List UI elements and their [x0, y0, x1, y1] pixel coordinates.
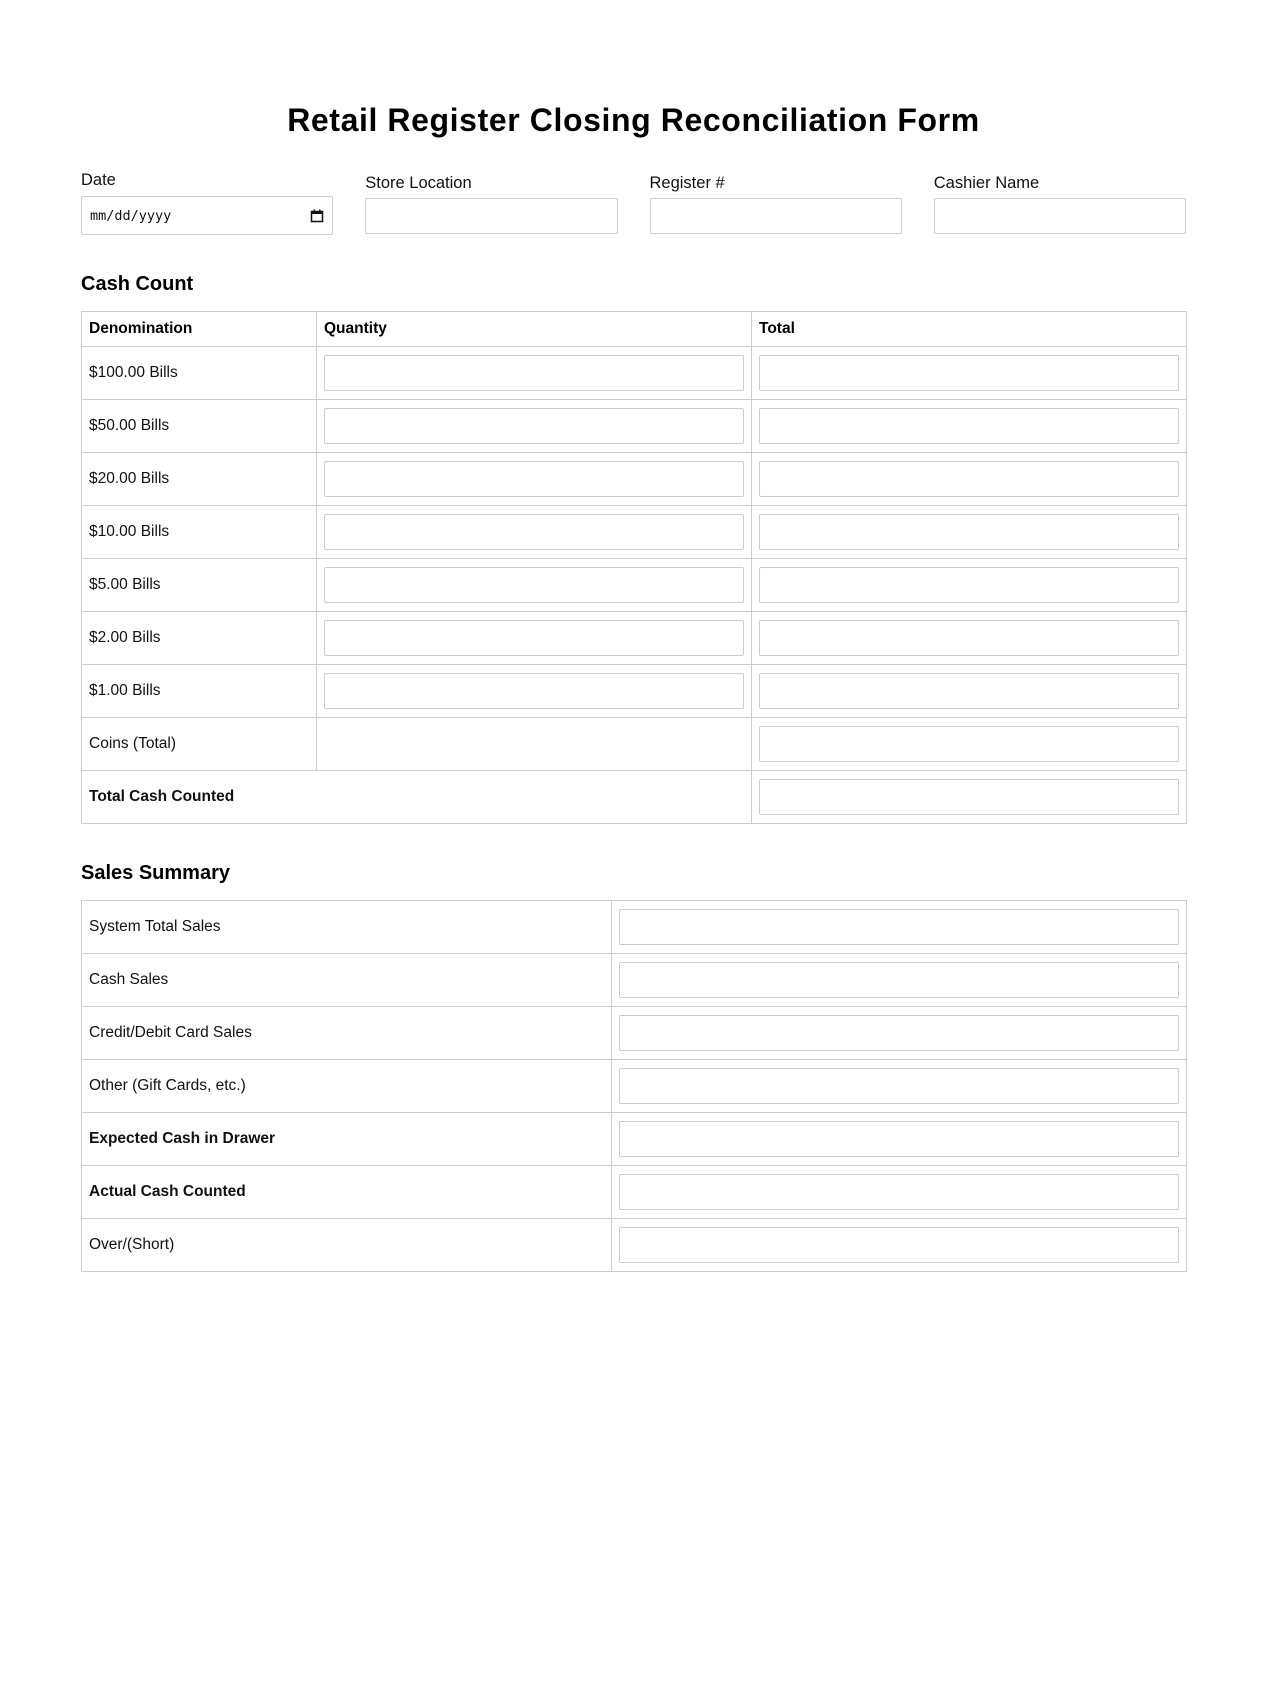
quantity-input-100[interactable] — [324, 355, 744, 391]
quantity-input-50[interactable] — [324, 408, 744, 444]
date-label: Date — [81, 171, 116, 189]
quantity-input-2[interactable] — [324, 620, 744, 656]
sales-label: Actual Cash Counted — [82, 1166, 612, 1219]
calendar-icon[interactable] — [310, 209, 324, 223]
actual-cash-input[interactable] — [619, 1174, 1179, 1210]
expected-cash-input[interactable] — [619, 1121, 1179, 1157]
denomination-label: Coins (Total) — [82, 718, 317, 771]
quantity-input-5[interactable] — [324, 567, 744, 603]
total-input-100[interactable] — [759, 355, 1179, 391]
table-row — [82, 506, 1187, 559]
table-row — [82, 901, 1187, 954]
denomination-label: $2.00 Bills — [82, 612, 317, 665]
sales-label: System Total Sales — [82, 901, 612, 954]
table-row — [82, 1166, 1187, 1219]
table-row — [82, 400, 1187, 453]
total-input-1[interactable] — [759, 673, 1179, 709]
table-row — [82, 1113, 1187, 1166]
quantity-input-10[interactable] — [324, 514, 744, 550]
cash-count-table — [81, 311, 1187, 824]
page-title: Retail Register Closing Reconciliation Form — [287, 102, 980, 138]
sales-label: Over/(Short) — [82, 1219, 612, 1272]
sales-label: Cash Sales — [82, 954, 612, 1007]
cashier-name-label: Cashier Name — [933, 174, 1040, 192]
total-input-50[interactable] — [759, 408, 1179, 444]
card-sales-input[interactable] — [619, 1015, 1179, 1051]
header-fields — [81, 170, 1186, 235]
table-row — [82, 347, 1187, 400]
total-input-20[interactable] — [759, 461, 1179, 497]
system-total-sales-input[interactable] — [619, 909, 1179, 945]
cash-sales-input[interactable] — [619, 962, 1179, 998]
table-row — [82, 1060, 1187, 1113]
total-cash-counted-input[interactable] — [759, 779, 1179, 815]
store-location-field-group — [365, 170, 617, 235]
denomination-label: $1.00 Bills — [82, 665, 317, 718]
denomination-label: $5.00 Bills — [82, 559, 317, 612]
table-header-row — [82, 312, 1187, 347]
denomination-label: $20.00 Bills — [82, 453, 317, 506]
table-row — [82, 612, 1187, 665]
store-location-label: Store Location — [365, 174, 472, 192]
quantity-input-1[interactable] — [324, 673, 744, 709]
total-row — [82, 771, 1187, 824]
total-input-2[interactable] — [759, 620, 1179, 656]
sales-summary-table — [81, 900, 1187, 1272]
sales-label: Other (Gift Cards, etc.) — [82, 1060, 612, 1113]
date-field-group — [81, 170, 333, 235]
date-input[interactable] — [81, 196, 333, 235]
column-header-total: Total — [752, 312, 1187, 347]
total-cash-counted-label: Total Cash Counted — [82, 771, 752, 824]
sales-summary-heading: Sales Summary — [81, 862, 230, 884]
cash-count-heading: Cash Count — [81, 273, 194, 295]
other-sales-input[interactable] — [619, 1068, 1179, 1104]
column-header-denomination: Denomination — [82, 312, 317, 347]
cashier-name-input[interactable] — [934, 198, 1186, 234]
denomination-label: $10.00 Bills — [82, 506, 317, 559]
total-input-5[interactable] — [759, 567, 1179, 603]
sales-label: Credit/Debit Card Sales — [82, 1007, 612, 1060]
register-number-input[interactable] — [650, 198, 902, 234]
table-row — [82, 453, 1187, 506]
register-number-field-group — [650, 170, 902, 235]
table-row — [82, 954, 1187, 1007]
register-number-label: Register # — [649, 174, 725, 192]
total-input-coins[interactable] — [759, 726, 1179, 762]
date-placeholder: mm/dd/yyyy — [90, 207, 172, 224]
sales-label: Expected Cash in Drawer — [82, 1113, 612, 1166]
store-location-input[interactable] — [365, 198, 617, 234]
denomination-label: $100.00 Bills — [82, 347, 317, 400]
table-row — [82, 559, 1187, 612]
over-short-input[interactable] — [619, 1227, 1179, 1263]
table-row — [82, 665, 1187, 718]
total-input-10[interactable] — [759, 514, 1179, 550]
denomination-label: $50.00 Bills — [82, 400, 317, 453]
table-row — [82, 1007, 1187, 1060]
column-header-quantity: Quantity — [317, 312, 752, 347]
table-row — [82, 1219, 1187, 1272]
quantity-input-20[interactable] — [324, 461, 744, 497]
table-row — [82, 718, 1187, 771]
empty-cell — [317, 718, 752, 771]
cashier-name-field-group — [934, 170, 1186, 235]
